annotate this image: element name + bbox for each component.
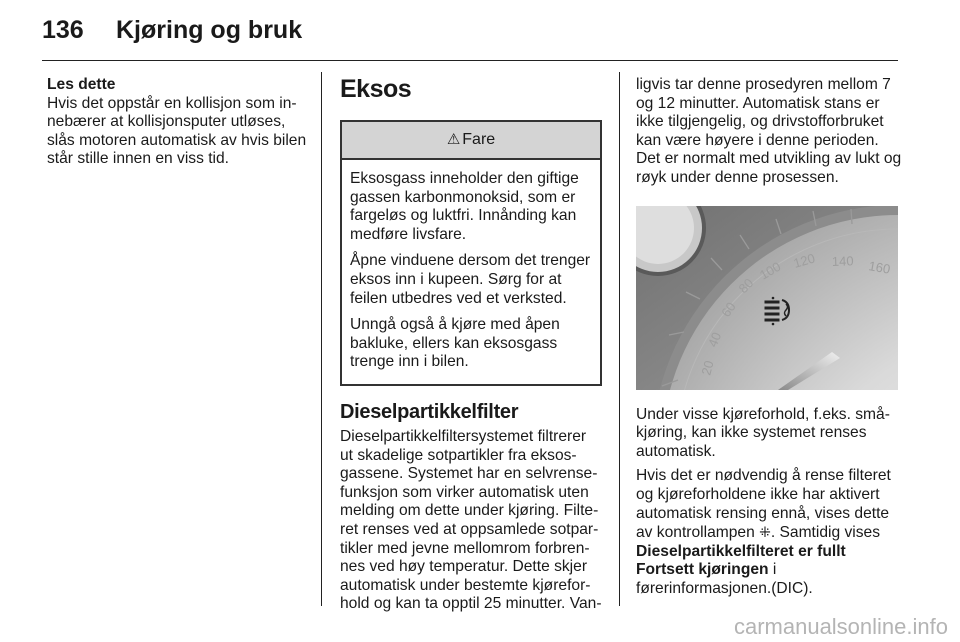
danger-paragraph: Eksosgass inneholder den giftige gassen karbonmonoksid, som er fargeløs og luktfri. Innånding kan medføre livsfare. bbox=[350, 170, 579, 243]
danger-label: Fare bbox=[462, 130, 496, 148]
column-divider-2 bbox=[619, 72, 620, 606]
header-rule bbox=[42, 60, 898, 61]
gauge-number: 20 bbox=[698, 358, 717, 377]
gauge-number: 60 bbox=[718, 298, 739, 320]
speedometer-illustration bbox=[636, 206, 898, 390]
gauge-number: 80 bbox=[735, 274, 757, 296]
gauge-number: 160 bbox=[867, 257, 892, 277]
danger-body bbox=[342, 160, 600, 384]
danger-header bbox=[342, 122, 600, 160]
dic-message: Dieselpartikkelfilteret er fullt Fortsett kjøringen bbox=[636, 542, 846, 579]
chapter-title: Kjøring og bruk bbox=[116, 16, 303, 44]
column-divider-1 bbox=[321, 72, 322, 606]
warning-triangle-icon: ⚠ bbox=[446, 130, 461, 148]
note-title: Les dette bbox=[47, 76, 116, 93]
gauge-number: 120 bbox=[791, 250, 817, 271]
dpf-lamp-icon: ⁜ bbox=[759, 524, 771, 541]
column-2 bbox=[340, 74, 602, 614]
dpf-text: Dieselpartikkelfiltersystemet filtrerer ut skadelige sotpartikler fra eksosgassene. Systemet har en selvrensefunksjon som virker automatisk uten melding om dette under kjøring. Filteret renses ved at oppsamlede sotpartikler med jevne mellomrom forbrennes ved høy temperatur. Dette skjer automatisk under bestemte kjøreforhold og kan ta opptil 25 minutter. Van- bbox=[340, 427, 602, 613]
cleaning-text: Hvis det er nødvendig å rense filteret og kjøreforholdene ikke har aktivert automatisk rensing ennå, vises dette av kontrollampen ⁜. Samtidig vises Dieselpartikkelfilteret er fullt Fortsett kjøringen i førerinformasjonen.(DIC). bbox=[636, 467, 891, 597]
danger-paragraph: Unngå også å kjøre med åpen bakluke, ellers kan eksosgass trenge inn i bilen. bbox=[350, 316, 560, 371]
dpf-heading: Dieselpartikkelfilter bbox=[340, 400, 519, 423]
dpf-text-continued: ligvis tar denne prosedyren mellom 7 og 12 minutter. Automatisk stans er ikke tilgjengelig, og drivstofforbruket kan være høyere i denne perioden. Det er normalt med utvikling av lukt og røyk under denne prosessen. bbox=[636, 76, 902, 186]
exhaust-heading: Eksos bbox=[340, 75, 412, 103]
danger-paragraph: Åpne vinduene dersom det trenger eksos inn i kupeen. Sørg for at feilen utbedres ved et verksted. bbox=[350, 252, 591, 307]
column-3 bbox=[636, 76, 904, 605]
page-number: 136 bbox=[42, 16, 84, 44]
danger-box bbox=[340, 120, 602, 386]
gauge-number: 140 bbox=[831, 252, 854, 269]
page-header bbox=[42, 16, 302, 48]
gauge-number: 40 bbox=[704, 329, 725, 349]
watermark: carmanualsonline.info bbox=[733, 614, 948, 639]
gauge-number: 100 bbox=[757, 258, 784, 283]
conditions-text: Under visse kjøreforhold, f.eks. småkjøring, kan ikke systemet renses automatisk. bbox=[636, 405, 890, 460]
column-1 bbox=[47, 76, 309, 169]
note-text: Hvis det oppstår en kollisjon som innebærer at kollisjonsputer utløses, slås motoren automatisk av hvis bilen står stille innen en viss tid. bbox=[47, 94, 307, 168]
